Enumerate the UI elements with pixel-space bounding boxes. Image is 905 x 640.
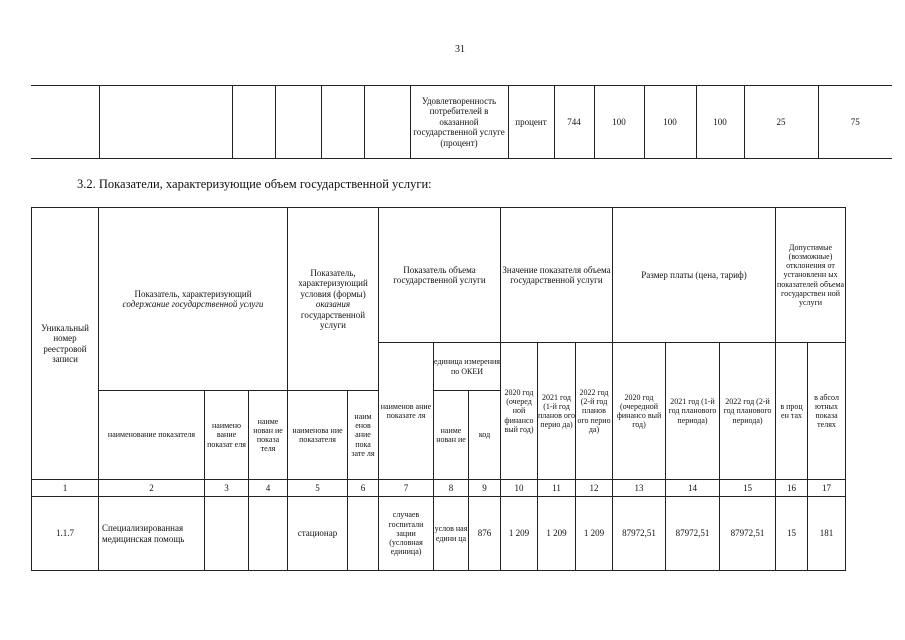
column-number: 1: [32, 480, 99, 497]
header-deviation-absolute: в абсол ютных показа телях: [808, 343, 846, 480]
column-number: 4: [249, 480, 288, 497]
empty-cell: [99, 86, 232, 159]
section-heading: 3.2. Показатели, характеризующие объем государственной услуги:: [77, 177, 432, 191]
column-number: 12: [576, 480, 613, 497]
header-sub-name-2: наимено вание показат еля: [205, 391, 249, 480]
column-number: 8: [434, 480, 469, 497]
cell-deviation-absolute: 181: [808, 497, 846, 571]
volume-indicators-table: [31, 207, 846, 571]
empty-cell: [232, 86, 275, 159]
column-number: 14: [666, 480, 720, 497]
column-number: 3: [205, 480, 249, 497]
cell-fee-2022: 87972,51: [720, 497, 776, 571]
header-year-2022: 2022 год (2-й год планов ого перио да): [576, 343, 613, 480]
cell-unit-code: 876: [469, 497, 501, 571]
quality-indicators-table-continued: [31, 85, 892, 159]
empty-cell: [321, 86, 364, 159]
deviation-percent: 25: [744, 86, 818, 159]
header-content-line2: содержание государственной услуги: [122, 299, 264, 309]
column-number: 16: [776, 480, 808, 497]
value-2022: 100: [696, 86, 744, 159]
cell-value-2021: 1 209: [538, 497, 576, 571]
header-year-2020: 2020 год (очеред ной финансо вый год): [501, 343, 538, 480]
cell-fee-2021: 87972,51: [666, 497, 720, 571]
column-number: 2: [99, 480, 205, 497]
column-number: 7: [379, 480, 434, 497]
cell-empty: [205, 497, 249, 571]
column-number: 17: [808, 480, 846, 497]
column-number: 15: [720, 480, 776, 497]
header-volume-value: Значение показателя объема государственной услуги: [501, 208, 613, 343]
column-number: 13: [613, 480, 666, 497]
empty-cell: [364, 86, 410, 159]
empty-cell: [275, 86, 321, 159]
cell-registry-number: 1.1.7: [32, 497, 99, 571]
header-unit-okei: единица измерения по ОКЕИ: [434, 343, 501, 391]
header-unique-number: Уникальный номер реестровой записи: [32, 208, 99, 480]
column-number: 11: [538, 480, 576, 497]
header-indicator-name: наименов ание показате ля: [379, 343, 434, 480]
cell-empty: [348, 497, 379, 571]
empty-cell: [31, 86, 99, 159]
cell-condition: стационар: [288, 497, 348, 571]
header-unit-code: код: [469, 391, 501, 480]
header-year-2021: 2021 год (1-й год планов ого перио да): [538, 343, 576, 480]
header-sub-name-1: наименование показателя: [99, 391, 205, 480]
unit-code: 744: [554, 86, 594, 159]
cell-value-2020: 1 209: [501, 497, 538, 571]
header-sub-name-4: наименова ние показателя: [288, 391, 348, 480]
header-sub-name-5: наим енов ание пока зате ля: [348, 391, 379, 480]
header-unit-name: наиме нован ие: [434, 391, 469, 480]
header-condition-indicator: [288, 208, 379, 391]
header-content-indicator: [99, 208, 288, 391]
cell-deviation-percent: 15: [776, 497, 808, 571]
column-number: 5: [288, 480, 348, 497]
indicator-name: Удовлетворенность потребителей в оказанной государственной услуге (процент): [410, 86, 508, 159]
header-volume-indicator: Показатель объема государственной услуги: [379, 208, 501, 343]
header-cond-line3: государственной услуги: [300, 309, 366, 330]
column-number: 9: [469, 480, 501, 497]
deviation-absolute: 75: [818, 86, 892, 159]
cell-unit-name: услов ная едини ца: [434, 497, 469, 571]
header-deviation-percent: в проц ен тах: [776, 343, 808, 480]
header-content-line1: Показатель, характеризующий: [134, 288, 252, 299]
value-2021: 100: [644, 86, 696, 159]
header-cond-line2: оказания: [315, 299, 351, 309]
cell-fee-2020: 87972,51: [613, 497, 666, 571]
cell-empty: [249, 497, 288, 571]
column-number: 10: [501, 480, 538, 497]
header-sub-name-3: наиме нован ие показа теля: [249, 391, 288, 480]
header-fee: Размер платы (цена, тариф): [613, 208, 776, 343]
value-2020: 100: [594, 86, 644, 159]
header-fee-2021: 2021 год (1-й год планового периода): [666, 343, 720, 480]
cell-content-indicator: Специализированная медицинская помощь: [99, 497, 205, 571]
cell-volume-indicator: случаев госпитали зации (условная единица): [379, 497, 434, 571]
column-number: 6: [348, 480, 379, 497]
unit-name: процент: [508, 86, 554, 159]
header-fee-2020: 2020 год (очередной финансо вый год): [613, 343, 666, 480]
cell-value-2022: 1 209: [576, 497, 613, 571]
header-cond-line1: Показатель, характеризующий условия (формы): [298, 267, 368, 299]
header-fee-2022: 2022 год (2-й год планового периода): [720, 343, 776, 480]
page-number: 31: [455, 44, 465, 55]
header-deviation: Допустимые (возможные) отклонения от установленн ых показателей объема государствен ной услуги: [776, 208, 846, 343]
